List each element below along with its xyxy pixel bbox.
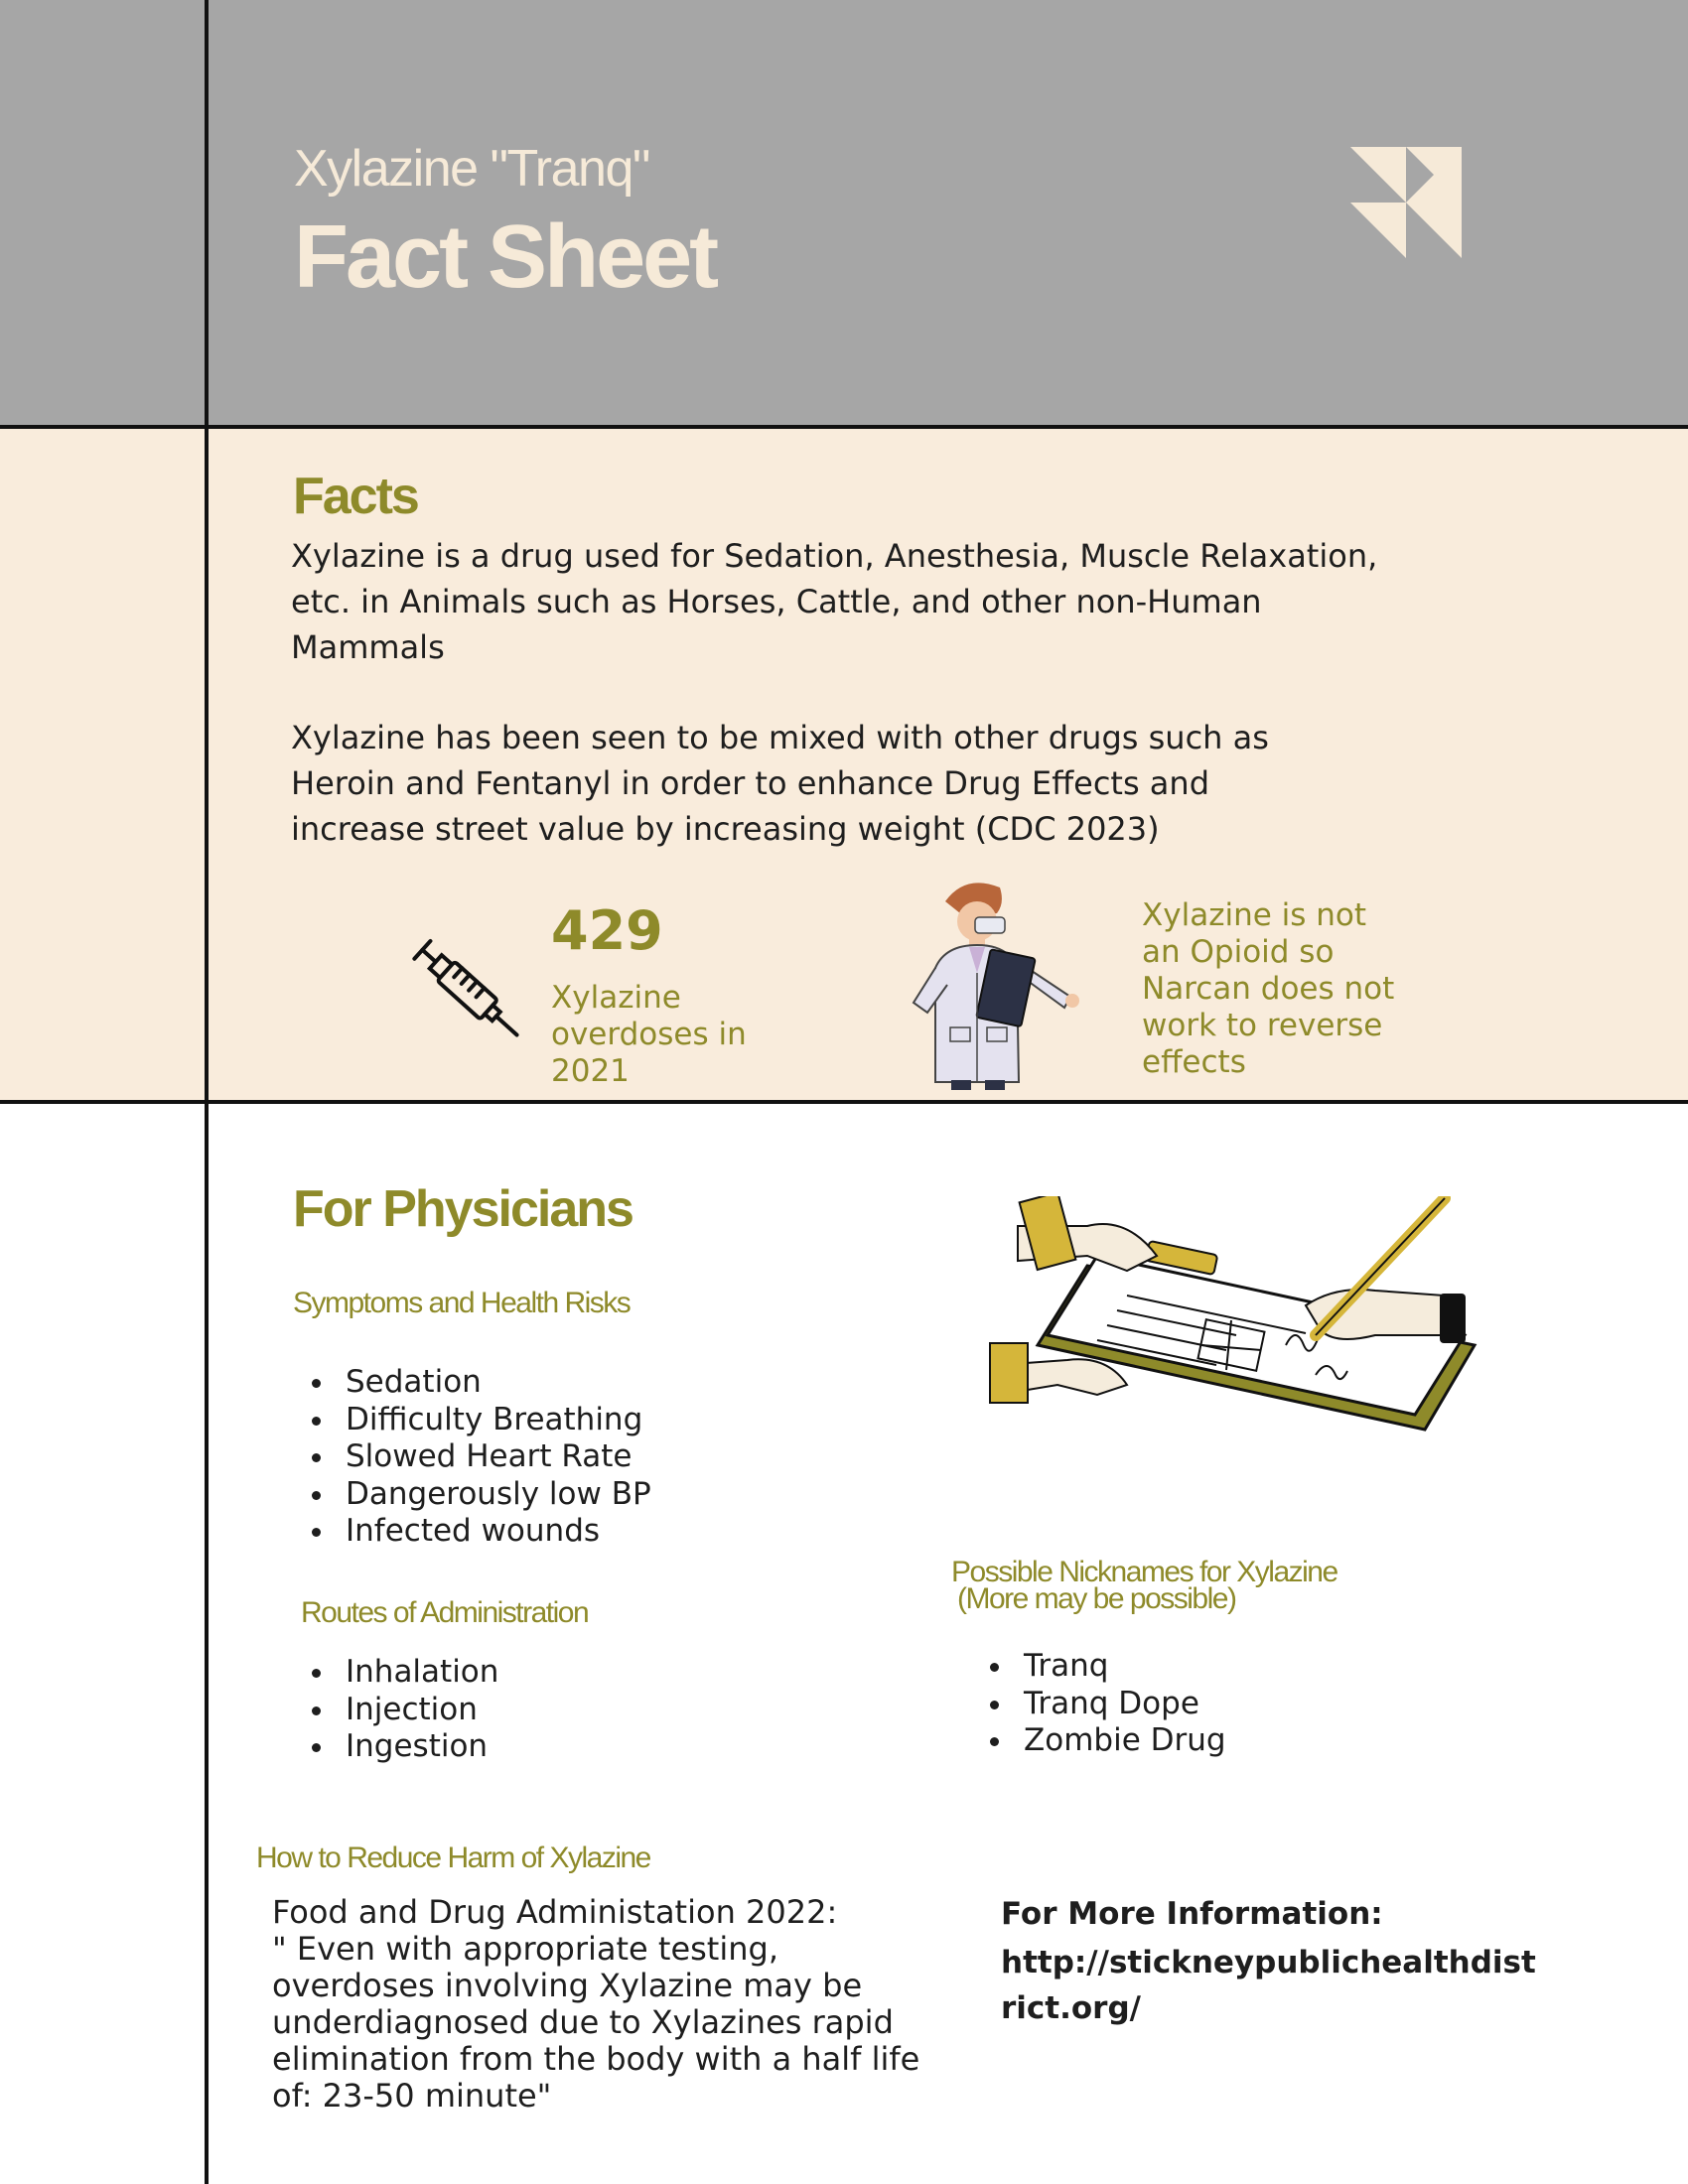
physicians-heading: For Physicians	[293, 1180, 633, 1238]
vertical-rule	[205, 0, 209, 2184]
quote-line: overdoses involving Xylazine may be	[272, 1967, 863, 2004]
nicknames-list	[986, 1648, 1226, 1760]
list-item: Tranq Dope	[986, 1686, 1226, 1723]
facts-heading: Facts	[293, 468, 418, 525]
overdose-count: 429	[551, 899, 663, 962]
symptoms-list	[308, 1364, 651, 1551]
list-item: Difficulty Breathing	[308, 1402, 651, 1439]
quote-line: Food and Drug Administation 2022:	[272, 1893, 838, 1931]
header-subtitle: Xylazine "Tranq"	[294, 140, 649, 198]
quote-line: underdiagnosed due to Xylazines rapid	[272, 2003, 894, 2041]
list-item: Injection	[308, 1692, 498, 1729]
list-item: Tranq	[986, 1648, 1226, 1686]
nicknames-heading-line-1: Possible Nicknames for Xylazine	[951, 1556, 1337, 1588]
symptoms-heading: Symptoms and Health Risks	[293, 1287, 631, 1319]
page-title: Fact Sheet	[294, 207, 717, 307]
divider-top	[0, 425, 1688, 429]
logo-icon	[1350, 147, 1462, 258]
narcan-note: Xylazine is not an Opioid so Narcan does not work to reverse effects	[1142, 897, 1395, 1080]
harm-quote	[272, 1894, 919, 2115]
routes-heading: Routes of Administration	[301, 1596, 589, 1629]
list-item: Dangerously low BP	[308, 1476, 651, 1514]
prescription-illustration	[978, 1196, 1514, 1444]
quote-line: " Even with appropriate testing,	[272, 1930, 778, 1968]
list-item: Inhalation	[308, 1654, 498, 1692]
list-item: Infected wounds	[308, 1513, 651, 1551]
list-item: Slowed Heart Rate	[308, 1438, 651, 1476]
facts-paragraph-2: Xylazine has been seen to be mixed with other drugs such as Heroin and Fentanyl in order to enhance Drug Effects and increase street value by increasing weight (CDC 2023)	[291, 719, 1269, 848]
list-item: Ingestion	[308, 1728, 498, 1766]
quote-line: of: 23-50 minute"	[272, 2077, 552, 2115]
nicknames-heading-line-2: (More may be possible)	[957, 1582, 1236, 1615]
routes-list	[308, 1654, 498, 1766]
overdose-caption: Xylazine overdoses in 2021	[551, 980, 747, 1089]
list-item: Zombie Drug	[986, 1722, 1226, 1760]
nicknames-heading	[951, 1556, 1337, 1615]
doctor-illustration	[906, 874, 1114, 1092]
more-info-label: For More Information:	[1001, 1896, 1383, 1932]
list-item: Sedation	[308, 1364, 651, 1402]
divider-middle	[0, 1100, 1688, 1104]
more-info-link[interactable]: http://stickneypublichealthdistrict.org/	[1001, 1945, 1536, 2026]
facts-paragraph-1: Xylazine is a drug used for Sedation, Anesthesia, Muscle Relaxation, etc. in Animals such as Horses, Cattle, and other non-Human Mammals	[291, 537, 1378, 666]
quote-line: elimination from the body with a half life	[272, 2040, 920, 2078]
harm-heading: How to Reduce Harm of Xylazine	[256, 1842, 650, 1874]
syringe-icon	[397, 923, 536, 1057]
